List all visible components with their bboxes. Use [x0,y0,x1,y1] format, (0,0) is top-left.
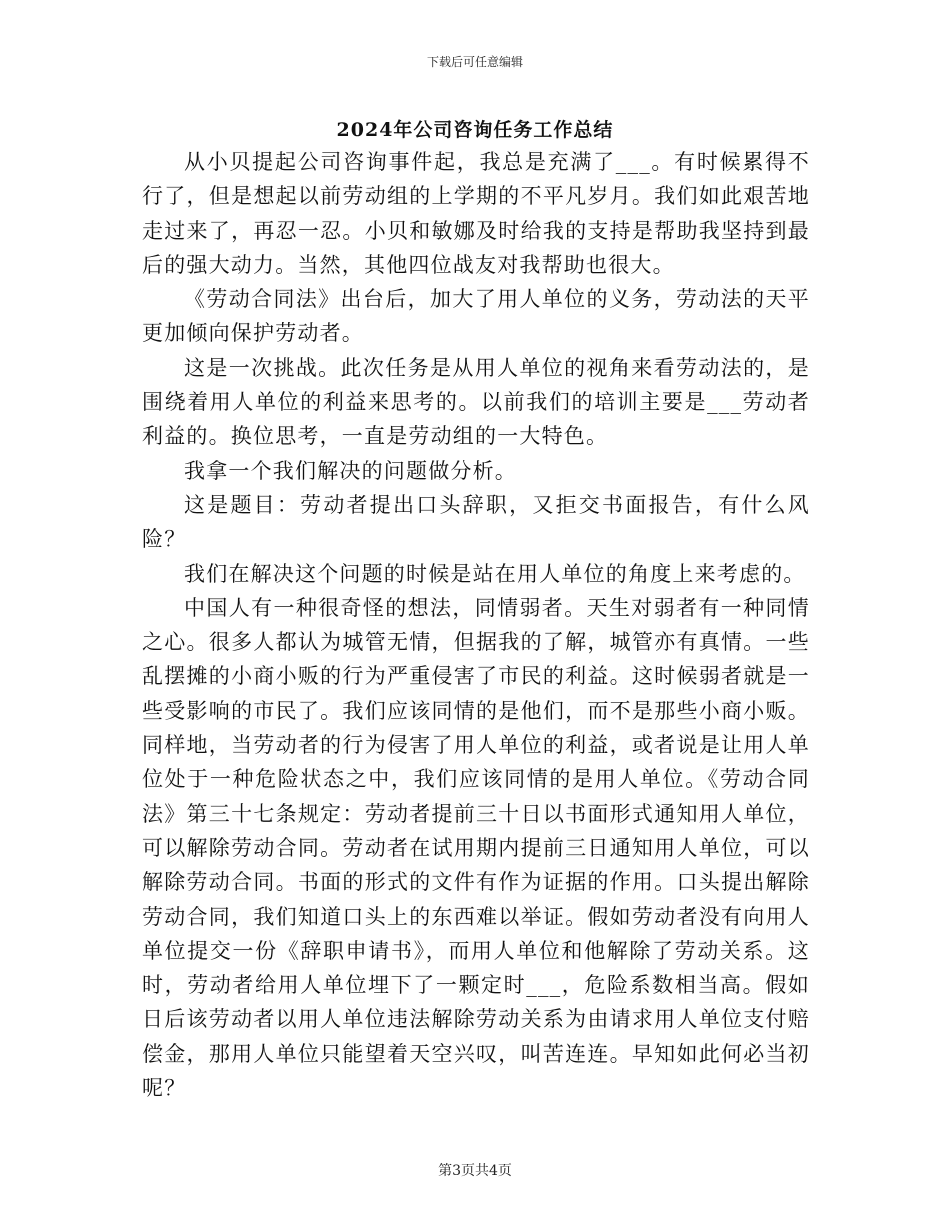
document-body [142,145,810,1105]
paragraph: 这是一次挑战。此次任务是从用人单位的视角来看劳动法的，是围绕着用人单位的利益来思考的。以前我们的培训主要是___劳动者利益的。换位思考，一直是劳动组的一大特色。 [142,355,810,449]
paragraph: 我拿一个我们解决的问题做分析。 [184,458,517,483]
document-title: 2024年公司咨询任务工作总结 [336,119,614,141]
paragraph: 《劳动合同法》出台后，加大了用人单位的义务，劳动法的天平更加倾向保护劳动者。 [142,287,810,346]
paragraph: 我们在解决这个问题的时候是站在用人单位的角度上来考虑的。 [184,561,806,586]
paragraph: 从小贝提起公司咨询事件起，我总是充满了___。有时候累得不行了，但是想起以前劳动组的上学期的不平凡岁月。我们如此艰苦地走过来了，再忍一忍。小贝和敏娜及时给我的支持是帮助我坚持到最后的强大动力。当然，其他四位战友对我帮助也很大。 [142,150,810,277]
paragraph: 这是题目：劳动者提出口头辞职，又拒交书面报告，有什么风险？ [142,492,810,552]
page-header-note: 下载后可任意编辑 [426,55,523,69]
paragraph: 中国人有一种很奇怪的想法，同情弱者。天生对弱者有一种同情之心。很多人都认为城管无情，但据我的了解，城管亦有真情。一些乱摆摊的小商小贩的行为严重侵害了市民的利益。这时候弱者就是一些受影响的市民了。我们应该同情的是他们，而不是那些小商小贩。同样地，当劳动者的行为侵害了用人单位的利益，或者说是让用人单位处于一种危险状态之中，我们应该同情的是用人单位。《劳动合同法》第三十七条规定：劳动者提前三十日以书面形式通知用人单位，可以解除劳动合同。劳动者在试用期内提前三日通知用人单位，可以解除劳动合同。书面的形式的文件有作为证据的作用。口头提出解除劳动合同，我们知道口头上的东西难以举证。假如劳动者没有向用人单位提交一份《辞职申请书》，而用人单位和他解除了劳动关系。这时，劳动者给用人单位埋下了一颗定时___，危险系数相当高。假如日后该劳动者以用人单位违法解除劳动关系为由请求用人单位支付赔偿金，那用人单位只能望着天空兴叹，叫苦连连。早知如此何必当初呢？ [142,595,810,1101]
page-number-footer: 第3页共4页 [438,1163,512,1179]
